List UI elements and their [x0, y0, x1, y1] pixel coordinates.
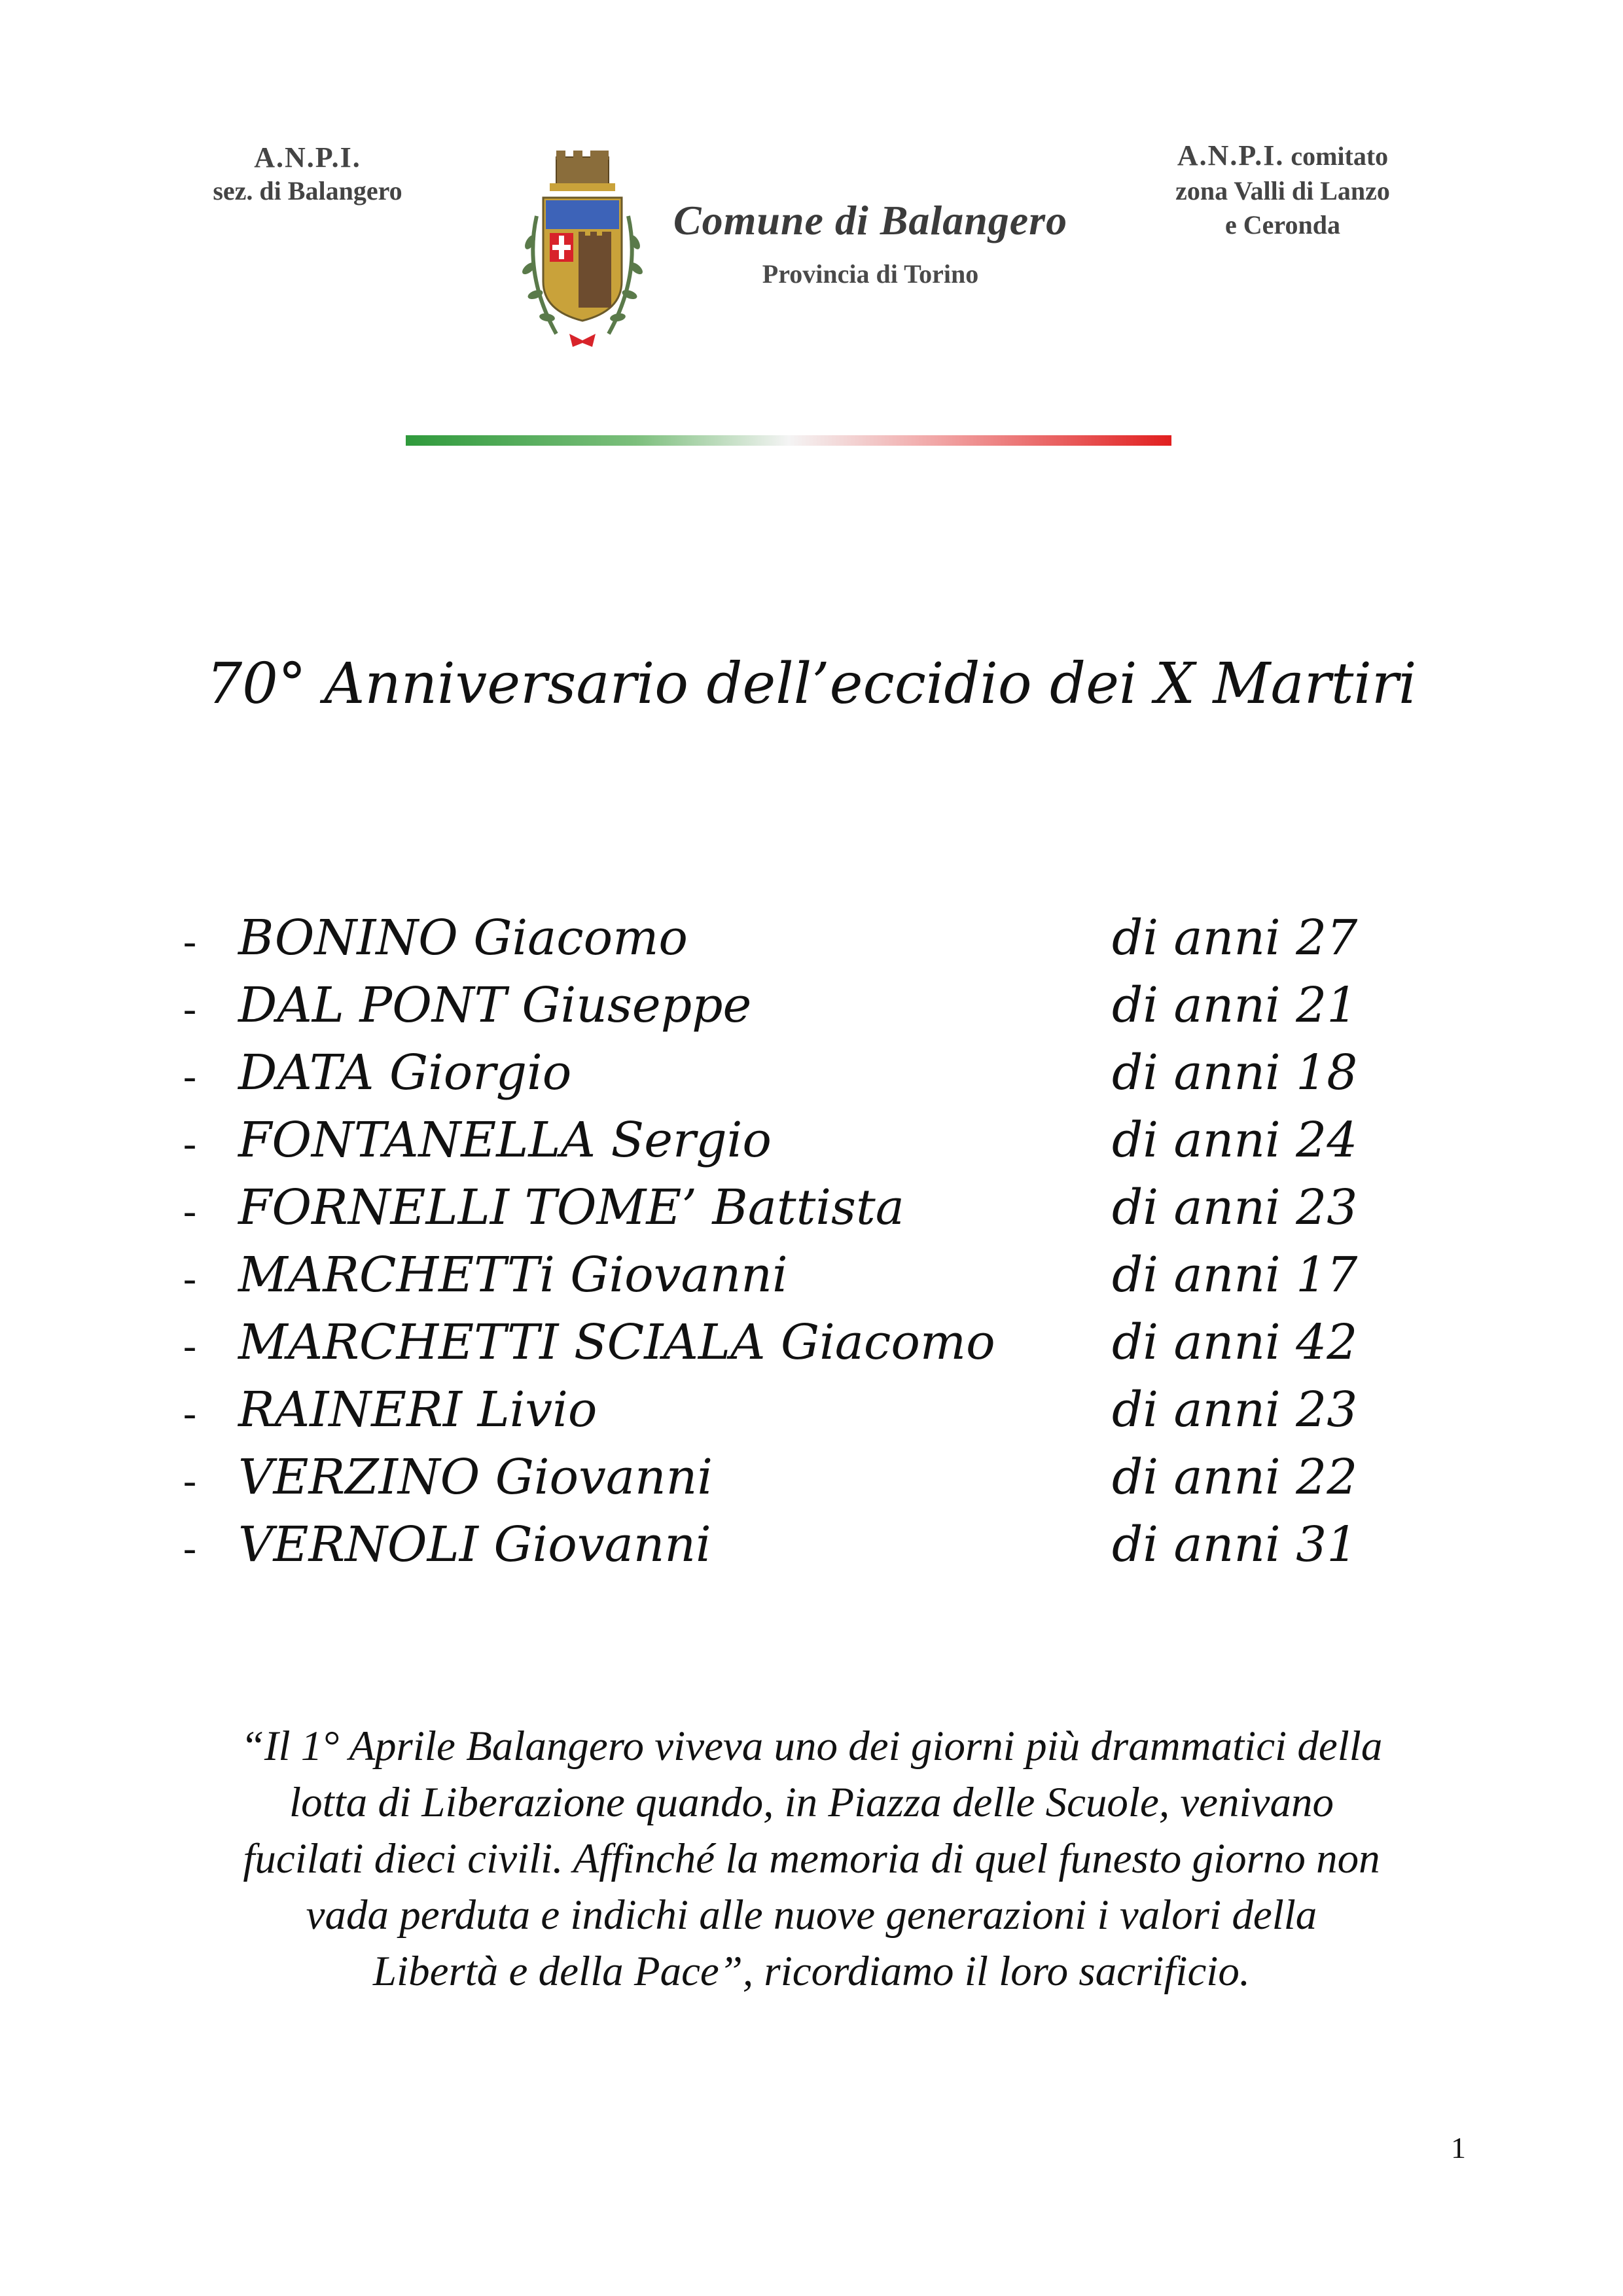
- martyr-age: di anni 23: [1112, 1179, 1358, 1236]
- list-dash: -: [183, 1526, 196, 1570]
- provincia-name: Provincia di Torino: [762, 259, 979, 289]
- quote-line: vada perduta e indichi alle nuove generazioni i valori della: [306, 1892, 1317, 1939]
- martyr-age: di anni 23: [1112, 1382, 1358, 1438]
- anpi-right-org: A.N.P.I.: [1177, 139, 1285, 171]
- anpi-left-section: sez. di Balangero: [213, 175, 402, 206]
- list-dash: -: [183, 987, 196, 1030]
- list-item: [183, 1112, 1440, 1179]
- list-dash: -: [183, 1122, 196, 1165]
- letterhead: [0, 0, 1623, 458]
- list-dash: -: [183, 1257, 196, 1300]
- anpi-right-zone-line1: zona Valli di Lanzo: [1175, 176, 1390, 206]
- comune-name: Comune di Balangero: [673, 197, 1068, 243]
- list-dash: -: [183, 920, 196, 963]
- quote-line: fucilati dieci civili. Affinché la memoria di quel funesto giorno non: [243, 1835, 1380, 1882]
- quote-line: Libertà e della Pace”, ricordiamo il loro sacrificio.: [372, 1948, 1251, 1995]
- martyr-name: BONINO Giacomo: [238, 910, 688, 966]
- martyrs-list: [183, 910, 1440, 1584]
- martyr-name: FONTANELLA Sergio: [238, 1112, 772, 1168]
- quote-line: lotta di Liberazione quando, in Piazza delle Scuole, venivano: [289, 1779, 1334, 1826]
- list-item: [183, 977, 1440, 1045]
- list-item: [183, 1516, 1440, 1584]
- list-item: [183, 1382, 1440, 1449]
- martyr-age: di anni 31: [1112, 1516, 1358, 1573]
- list-item: [183, 1179, 1440, 1247]
- martyr-name: FORNELLI TOME’ Battista: [238, 1179, 904, 1236]
- list-item: [183, 1449, 1440, 1516]
- list-dash: -: [183, 1391, 196, 1435]
- martyr-name: MARCHETTi Giovanni: [238, 1247, 788, 1303]
- martyr-name: DAL PONT Giuseppe: [238, 977, 752, 1033]
- page-number: 1: [1451, 2131, 1466, 2164]
- martyr-age: di anni 21: [1112, 977, 1358, 1033]
- anpi-right-org-line: [1086, 137, 1479, 174]
- martyr-name: DATA Giorgio: [238, 1045, 572, 1101]
- martyr-name: VERNOLI Giovanni: [238, 1516, 711, 1573]
- coat-of-arms-icon: [510, 144, 654, 360]
- commemorative-quote: [92, 1718, 1531, 2000]
- list-item: [183, 1045, 1440, 1112]
- list-item: [183, 1314, 1440, 1382]
- list-item: [183, 1247, 1440, 1314]
- comune-block: [510, 144, 1099, 360]
- anpi-right-zone-line2: e Ceronda: [1225, 209, 1340, 240]
- anpi-right-suffix: comitato: [1284, 141, 1389, 171]
- list-dash: -: [183, 1324, 196, 1367]
- tricolor-divider: [406, 435, 1171, 446]
- anpi-comitato-block: [1086, 137, 1479, 242]
- anpi-left-org: A.N.P.I.: [254, 141, 361, 173]
- martyr-age: di anni 22: [1112, 1449, 1358, 1505]
- martyr-age: di anni 42: [1112, 1314, 1358, 1371]
- list-dash: -: [183, 1189, 196, 1232]
- martyr-age: di anni 27: [1112, 910, 1358, 966]
- martyr-age: di anni 17: [1112, 1247, 1358, 1303]
- list-dash: -: [183, 1054, 196, 1098]
- list-item: [183, 910, 1440, 977]
- martyr-name: VERZINO Giovanni: [238, 1449, 713, 1505]
- martyr-age: di anni 18: [1112, 1045, 1358, 1101]
- martyr-name: RAINERI Livio: [238, 1382, 597, 1438]
- page-title: 70° Anniversario dell’eccidio dei X Martiri: [206, 651, 1417, 717]
- list-dash: -: [183, 1459, 196, 1502]
- martyr-name: MARCHETTI SCIALA Giacomo: [238, 1314, 995, 1371]
- anpi-balangero-block: [137, 141, 478, 207]
- martyr-age: di anni 24: [1112, 1112, 1358, 1168]
- quote-line: “Il 1° Aprile Balangero viveva uno dei giorni più drammatici della: [240, 1723, 1383, 1770]
